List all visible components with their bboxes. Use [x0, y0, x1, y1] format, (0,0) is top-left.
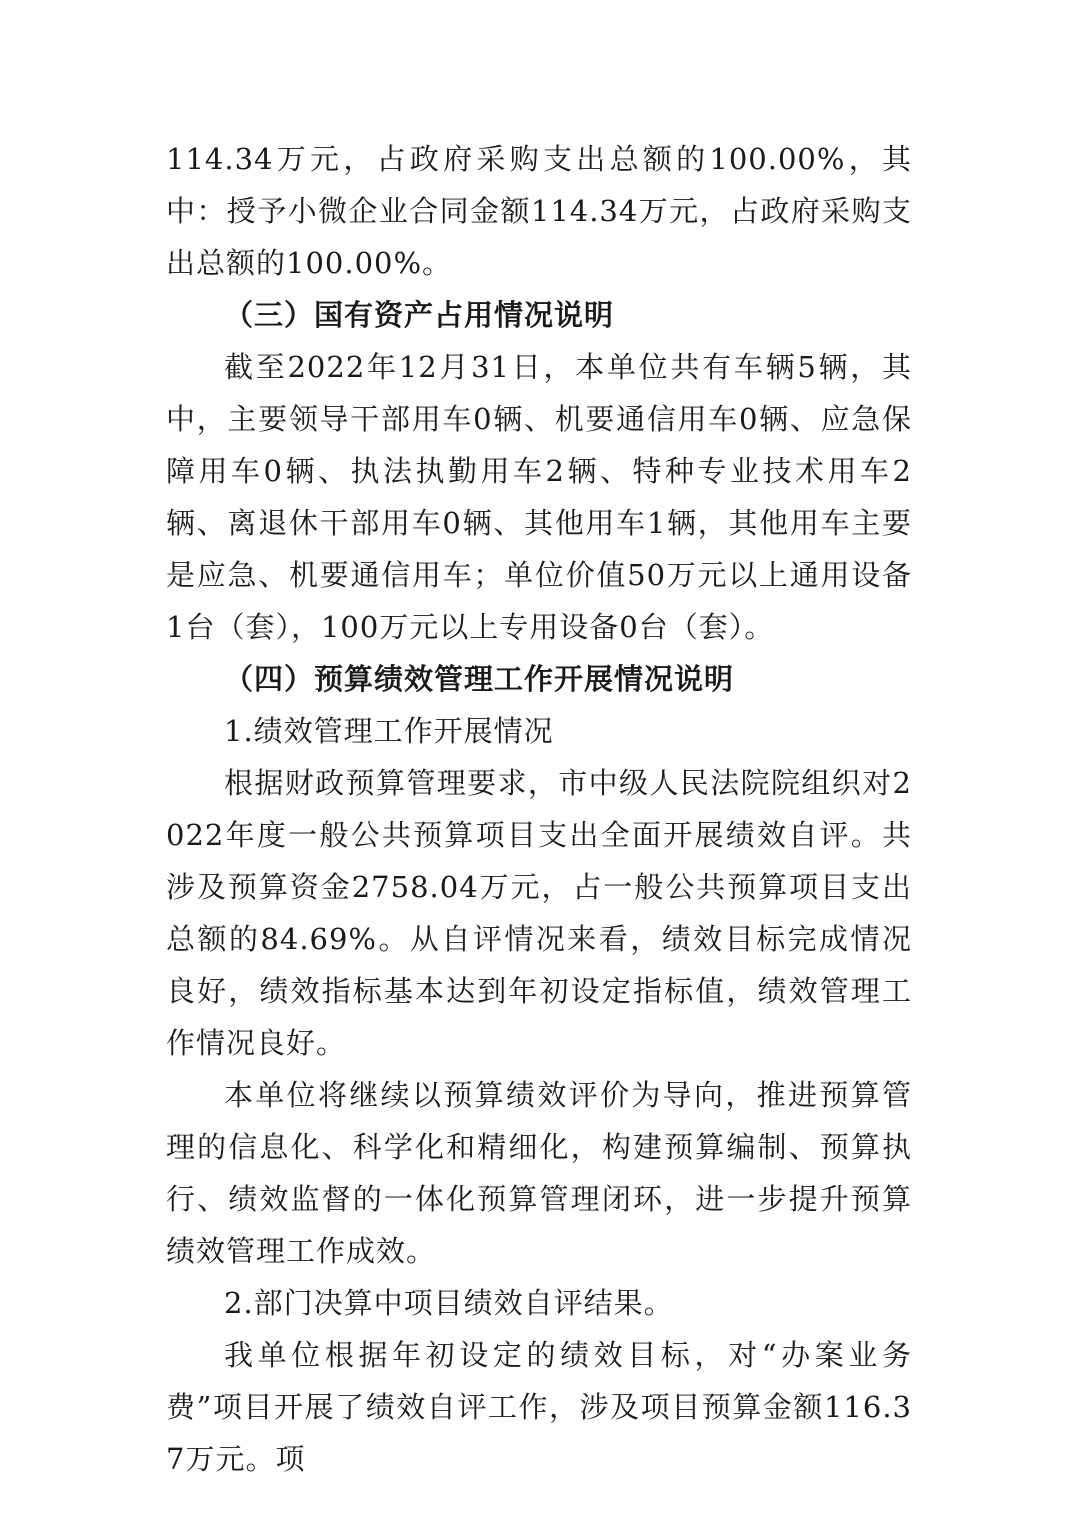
paragraph-vehicles-equipment: 截至2022年12月31日，本单位共有车辆5辆，其中，主要领导干部用车0辆、机要通信用车0辆、应急保障用车0辆、执法执勤用车2辆、特种专业技术用车2辆、离退休干部用车0辆、其他用车1辆，其他用车主要是应急、机要通信用车；单位价值50万元以上通用设备1台（套），100万元以上专用设备0台（套）。	[166, 350, 912, 644]
paragraph-self-evaluation: 根据财政预算管理要求，市中级人民法院院组织对2022年度一般公共预算项目支出全面开展绩效自评。共涉及预算资金2758.04万元，占一般公共预算项目支出总额的84.69%。从自评情况来看，绩效目标完成情况良好，绩效指标基本达到年初设定指标值，绩效管理工作情况良好。	[166, 766, 912, 1060]
section-heading-state-assets: （三）国有资产占用情况说明	[224, 298, 615, 332]
subheading-performance-work: 1.绩效管理工作开展情况	[224, 714, 554, 748]
section-heading-performance-management: （四）预算绩效管理工作开展情况说明	[224, 662, 735, 696]
paragraph-procurement-tail: 114.34万元，占政府采购支出总额的100.00%，其中：授予小微企业合同金额114.34万元，占政府采购支出总额的100.00%。	[166, 142, 912, 280]
subheading-project-results: 2.部门决算中项目绩效自评结果。	[224, 1286, 674, 1320]
paragraph-future-plan: 本单位将继续以预算绩效评价为导向，推进预算管理的信息化、科学化和精细化，构建预算编制、预算执行、绩效监督的一体化预算管理闭环，进一步提升预算绩效管理工作成效。	[166, 1078, 912, 1268]
document-page	[166, 133, 912, 1485]
paragraph-project-evaluation: 我单位根据年初设定的绩效目标，对“办案业务费”项目开展了绩效自评工作，涉及项目预算金额116.37万元。项	[166, 1338, 912, 1476]
